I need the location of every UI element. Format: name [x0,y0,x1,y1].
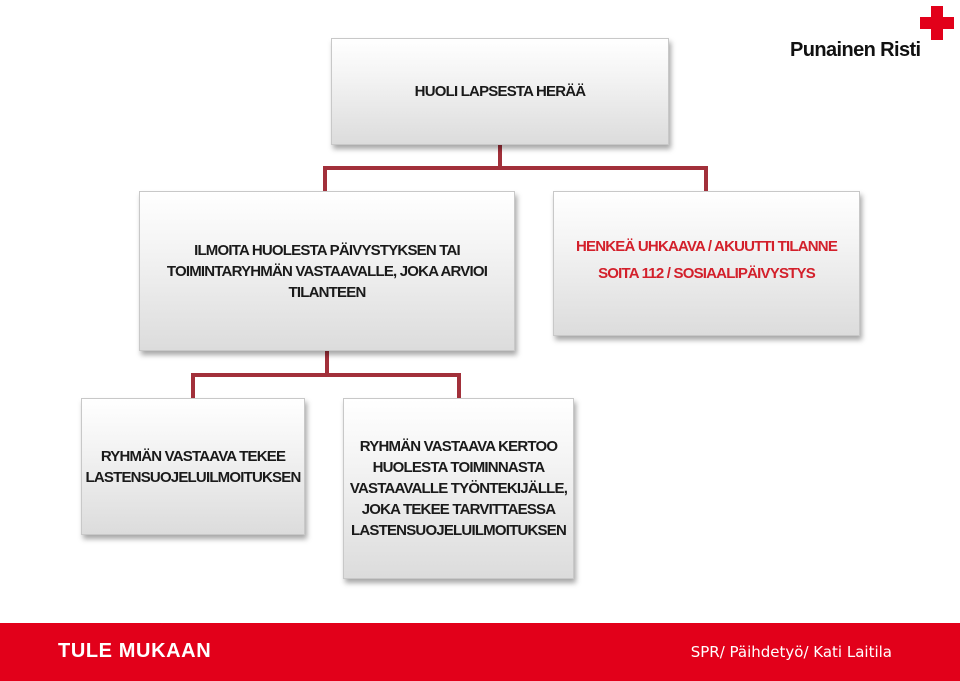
footer-slogan: TULE MUKAAN [58,640,212,662]
node-line: HUOLESTA TOIMINNASTA [372,459,545,476]
node-report-concern [139,191,515,351]
node-line: LASTENSUOJELUILMOITUKSEN [85,468,301,486]
node-line: RYHMÄN VASTAAVA KERTOO [359,438,558,455]
node-line: TOIMINTARYHMÄN VASTAAVALLE, JOKA ARVIOI [166,262,488,280]
node-leader-informs-employee [343,398,574,579]
node-line: TILANTEEN [288,283,366,301]
node-line: ILMOITA HUOLESTA PÄIVYSTYKSEN TAI [194,241,460,259]
connector-report [193,350,459,398]
node-line: SOITA 112 / SOSIAALIPÄIVYSTYS [598,265,815,282]
footer-bar [0,623,960,681]
footer-credit: SPR/ Päihdetyö/ Kati Laitila [690,643,892,661]
node-line: LASTENSUOJELUILMOITUKSEN [351,522,566,539]
node-line: JOKA TEKEE TARVITTAESSA [361,501,556,518]
node-leader-files-report [81,398,305,535]
connector-root [325,145,706,191]
node-line: VASTAAVALLE TYÖNTEKIJÄLLE, [349,480,568,497]
logo-text: Punainen Risti [790,39,921,61]
node-line: RYHMÄN VASTAAVA TEKEE [100,447,286,465]
node-line: HUOLI LAPSESTA HERÄÄ [414,83,586,100]
node-line: HENKEÄ UHKAAVA / AKUUTTI TILANNE [575,238,838,255]
node-acute-situation [553,191,860,336]
node-concern-arises [331,38,669,145]
